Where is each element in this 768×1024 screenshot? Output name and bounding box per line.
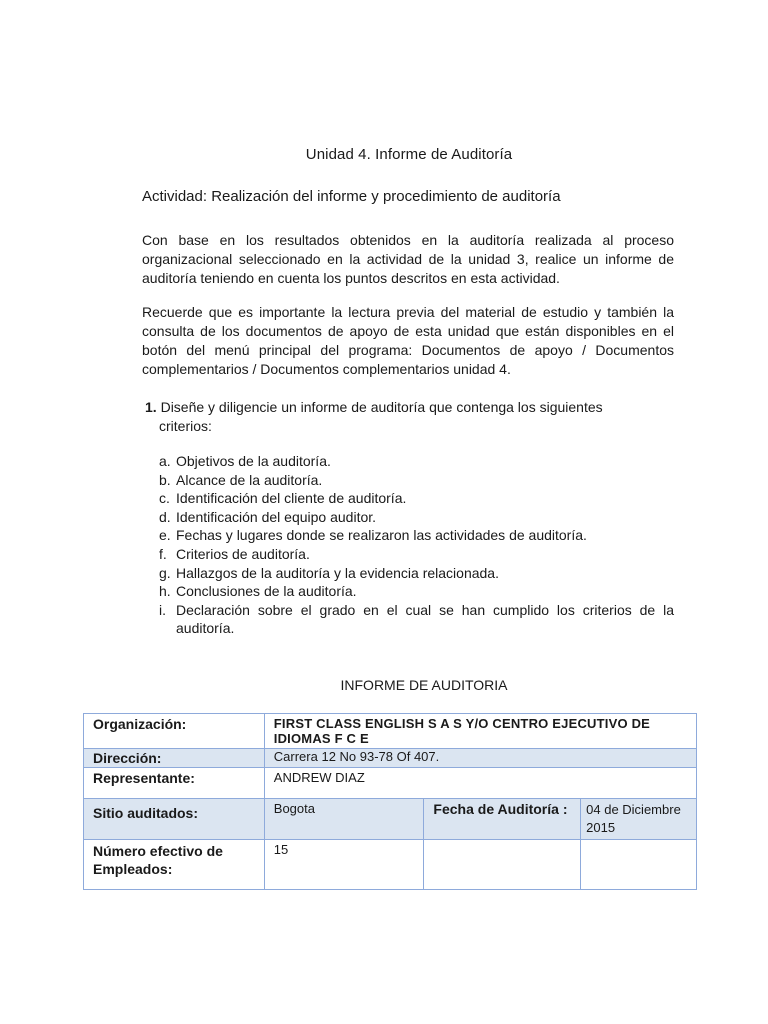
list-item: a. Objetivos de la auditoría. xyxy=(159,453,331,469)
list-item: b. Alcance de la auditoría. xyxy=(159,471,323,488)
rep-label: Representante: xyxy=(84,768,265,799)
task-text-line1: Diseñe y diligencie un informe de auditoría que contenga los siguientes xyxy=(160,399,603,415)
site-label: Sitio auditados: xyxy=(84,799,265,840)
list-item: f. Criterios de auditoría. xyxy=(159,545,310,562)
document-title: Unidad 4. Informe de Auditoría xyxy=(305,146,513,163)
reminder-paragraph: Recuerde que es importante la lectura previa del material de estudio y también la consulta de los documentos de apoyo de esta unidad que están disponibles en el botón del menú principal del programa: Documentos de apoyo / Documentos complementarios / Documentos complementarios unidad 4. xyxy=(142,304,674,377)
emp-value: 15 xyxy=(264,840,424,890)
table-row xyxy=(84,840,697,890)
table-row xyxy=(84,714,697,749)
dir-value: Carrera 12 No 93-78 Of 407. xyxy=(264,749,696,768)
list-item: h. Conclusiones de la auditoría. xyxy=(159,583,357,600)
intro-paragraph: Con base en los resultados obtenidos en la auditoría realizada al proceso organizacional seleccionado en la actividad de la unidad 3, realice un informe de auditoría teniendo en cuenta los puntos descritos en esta actividad. xyxy=(142,232,674,286)
table-row xyxy=(84,799,697,840)
list-item: e. Fechas y lugares donde se realizaron las actividades de auditoría. xyxy=(159,527,587,544)
org-value: FIRST CLASS ENGLISH S A S Y/O CENTRO EJECUTIVO DE IDIOMAS F C E xyxy=(264,714,696,749)
date-label: Fecha de Auditoría : xyxy=(424,799,581,840)
task-number: 1. xyxy=(145,399,157,415)
empty-cell xyxy=(424,840,581,890)
list-item: i. Declaración sobre el grado en el cual se han cumplido los criterios de la auditoría. xyxy=(159,601,674,637)
org-label: Organización: xyxy=(84,714,265,749)
date-value: 04 de Diciembre 2015 xyxy=(581,799,697,840)
rep-value: ANDREW DIAZ xyxy=(264,768,696,799)
activity-subtitle: Actividad: Realización del informe y procedimiento de auditoría xyxy=(142,188,561,205)
emp-label: Número efectivo de Empleados: xyxy=(84,840,265,890)
criteria-list xyxy=(159,452,674,638)
list-item: g. Hallazgos de la auditoría y la evidencia relacionada. xyxy=(159,564,499,581)
list-item: c. Identificación del cliente de auditoría. xyxy=(159,490,407,507)
audit-report-table xyxy=(83,713,697,890)
site-value: Bogota xyxy=(264,799,424,840)
empty-cell xyxy=(581,840,697,890)
list-item: d. Identificación del equipo auditor. xyxy=(159,508,377,525)
task-item-1 xyxy=(145,398,675,436)
table-row xyxy=(84,749,697,768)
dir-label: Dirección: xyxy=(84,749,265,768)
report-title: INFORME DE AUDITORIA xyxy=(340,677,508,693)
table-row xyxy=(84,768,697,799)
task-text-line2: criterios: xyxy=(159,418,212,434)
